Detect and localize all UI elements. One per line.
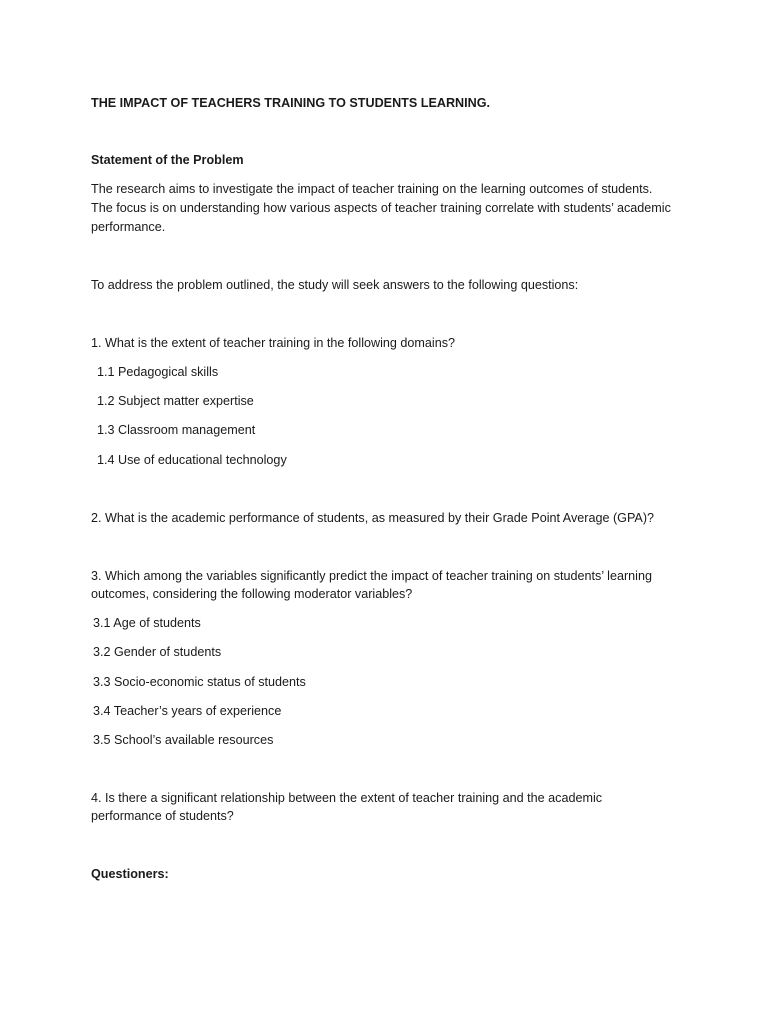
question-3-line-1: 3. Which among the variables significantly predict the impact of teacher training on students’ learning [91, 569, 652, 583]
question-4-line-2: performance of students? [91, 809, 234, 823]
intro-line-1: The research aims to investigate the impact of teacher training on the learning outcomes of students. [91, 182, 653, 196]
closing-heading: Questioners: [91, 867, 169, 881]
question-1-item-3: 1.3 Classroom management [97, 423, 256, 437]
question-3-item-3: 3.3 Socio-economic status of students [93, 675, 306, 689]
intro-line-3: performance. [91, 220, 166, 234]
question-3-line-2: outcomes, considering the following moderator variables? [91, 587, 413, 601]
question-4-line-1: 4. Is there a significant relationship between the extent of teacher training and the academic [91, 791, 603, 805]
question-1-item-1: 1.1 Pedagogical skills [97, 365, 219, 379]
question-3-item-4: 3.4 Teacher’s years of experience [93, 704, 282, 718]
question-1: 1. What is the extent of teacher training in the following domains? [91, 336, 456, 350]
question-3-item-2: 3.2 Gender of students [93, 645, 222, 659]
section-heading: Statement of the Problem [91, 153, 244, 167]
question-3-item-5: 3.5 School’s available resources [93, 733, 274, 747]
question-2: 2. What is the academic performance of students, as measured by their Grade Point Average (GPA)? [91, 511, 655, 525]
question-1-item-2: 1.2 Subject matter expertise [97, 394, 254, 408]
document-title: THE IMPACT OF TEACHERS TRAINING TO STUDENTS LEARNING. [91, 96, 491, 110]
lead-in-text: To address the problem outlined, the study will seek answers to the following questions: [91, 278, 579, 292]
question-3-item-1: 3.1 Age of students [93, 616, 201, 630]
intro-line-2: The focus is on understanding how various aspects of teacher training correlate with students’ academic [91, 201, 671, 215]
question-1-item-4: 1.4 Use of educational technology [97, 453, 287, 467]
